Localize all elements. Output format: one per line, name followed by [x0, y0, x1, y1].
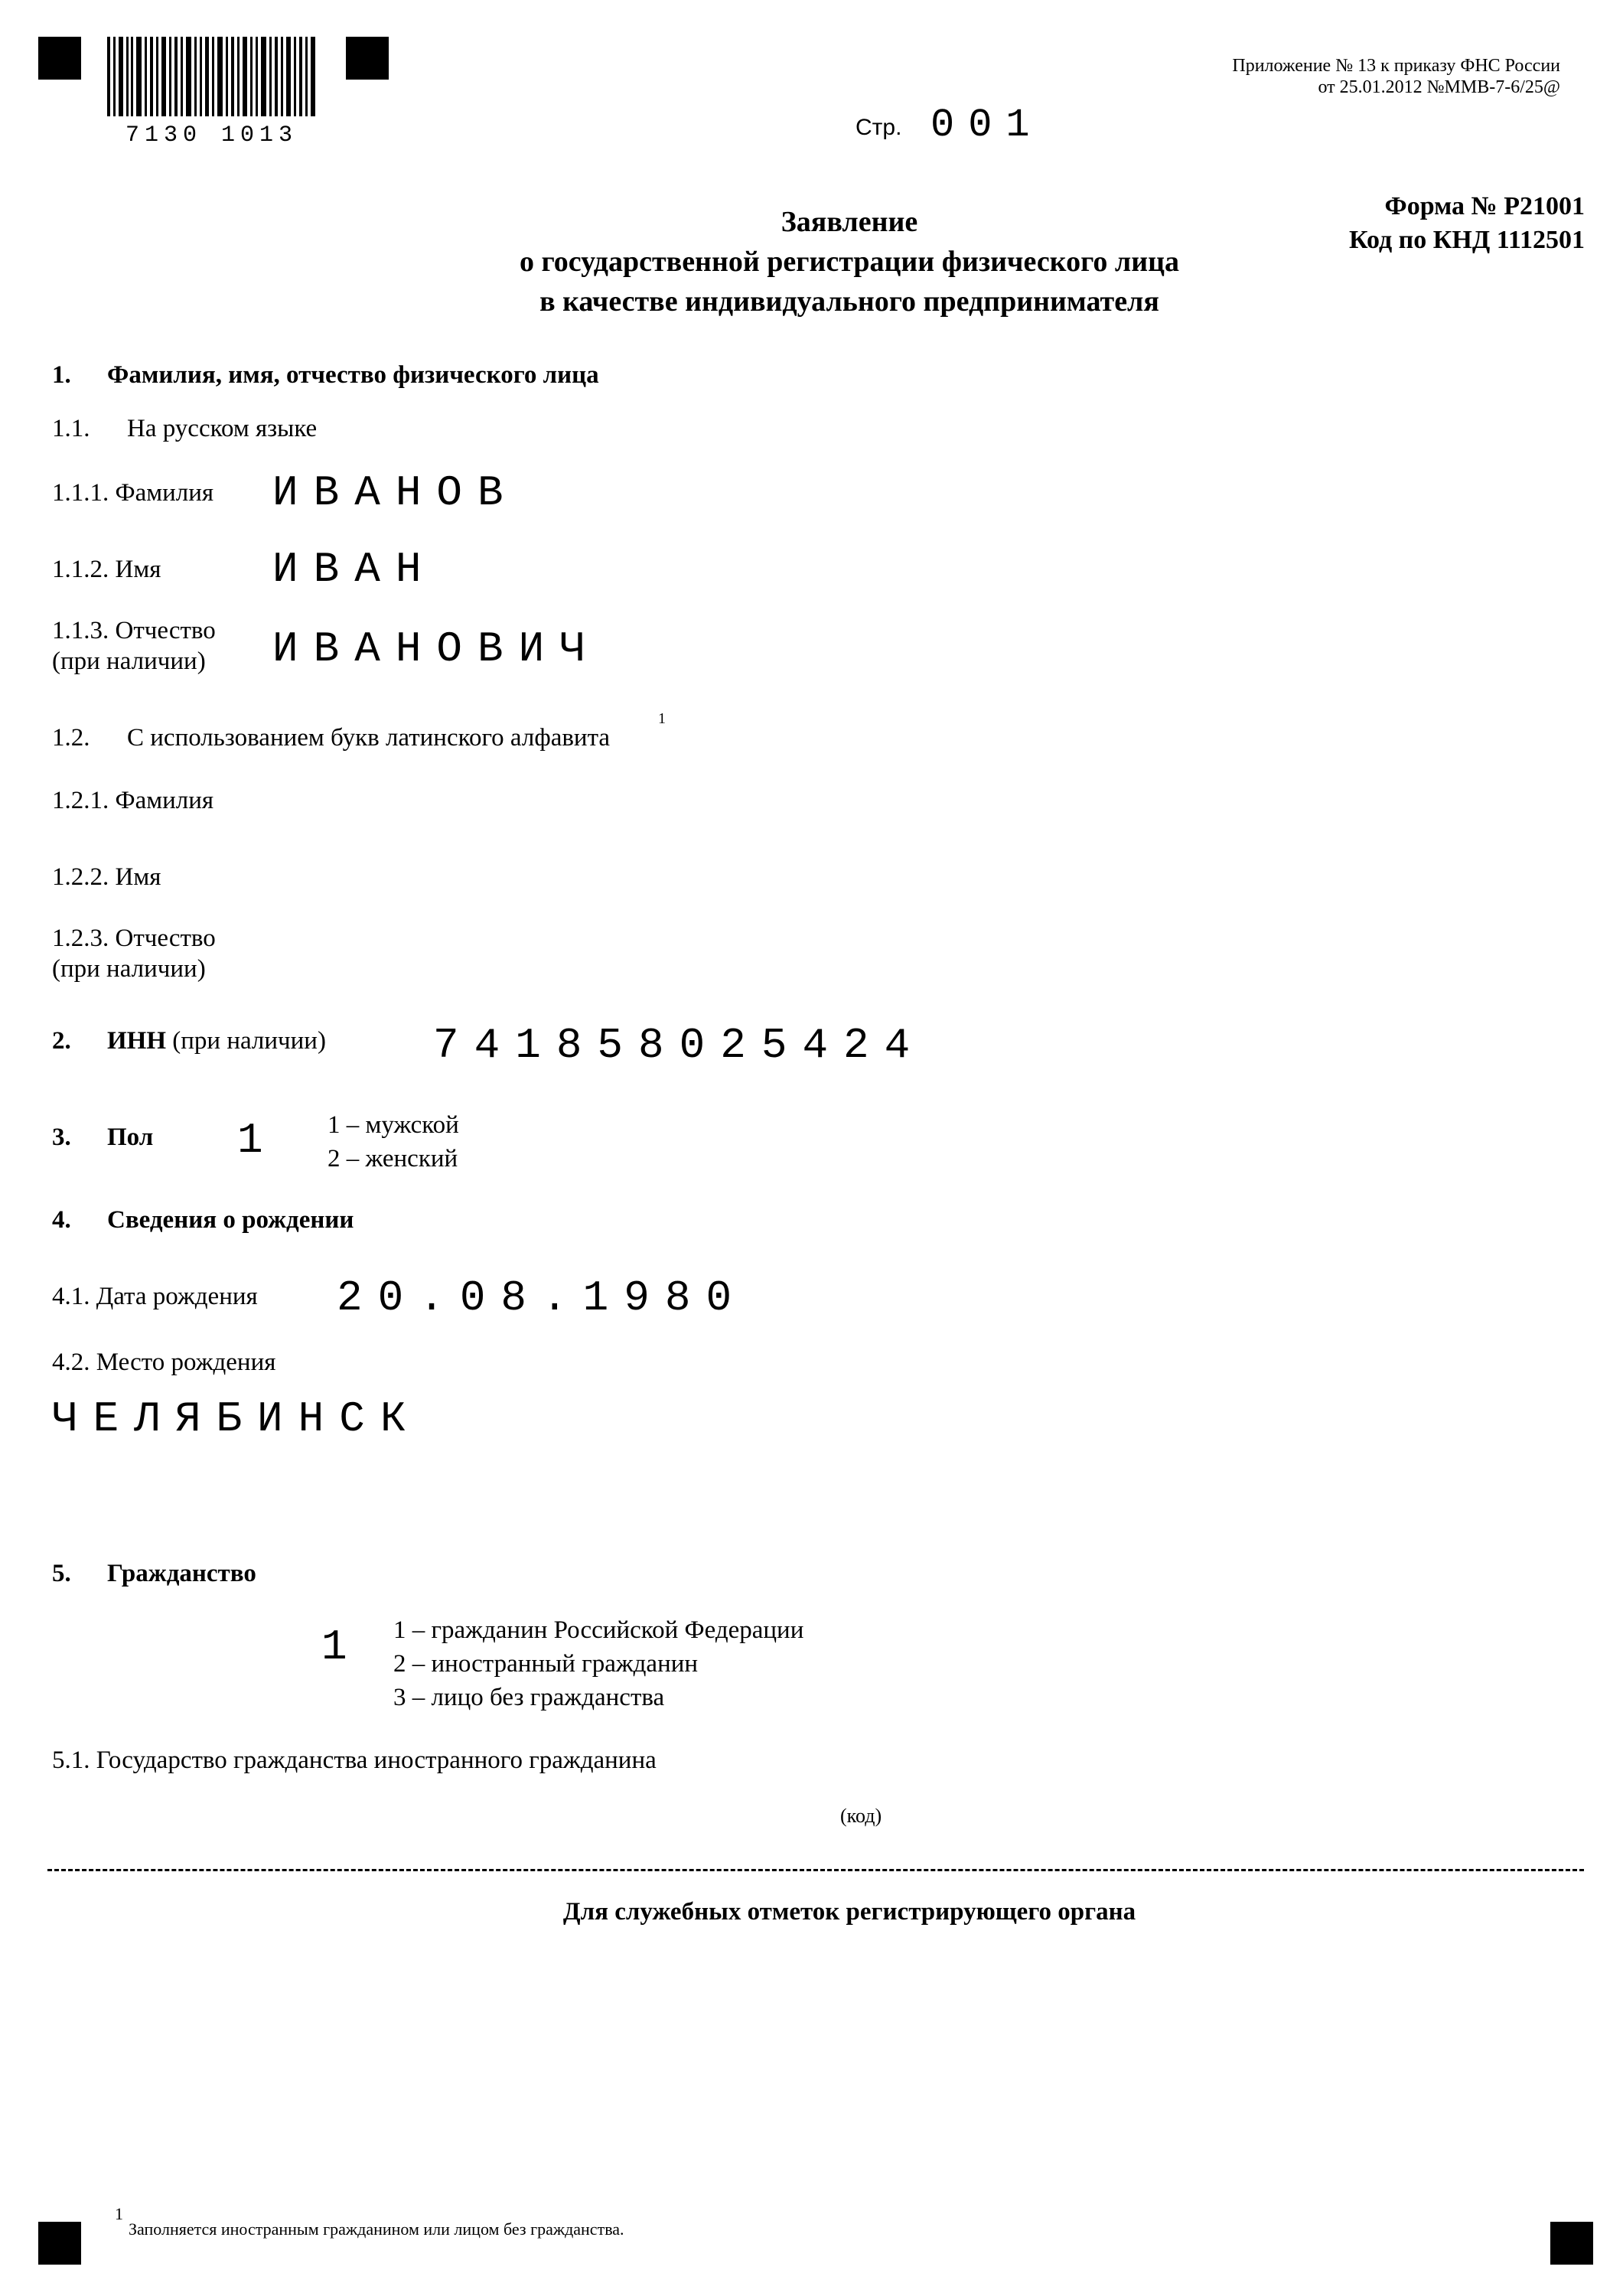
gender-option-male: 1 – мужской — [328, 1111, 459, 1139]
surname-value: ИВАНОВ — [272, 468, 519, 517]
section-1-number: 1. — [52, 361, 71, 389]
birth-date-label: 4.1. Дата рождения — [52, 1283, 258, 1310]
latin-surname-label: 1.2.1. Фамилия — [52, 787, 214, 814]
section-3-number: 3. — [52, 1124, 71, 1151]
patronymic-label: 1.1.3. Отчество — [52, 617, 216, 644]
birth-place-label: 4.2. Место рождения — [52, 1349, 276, 1376]
latin-patronymic-label: 1.2.3. Отчество — [52, 925, 216, 952]
registration-marker-top-left — [38, 37, 81, 80]
section-1-1-number: 1.1. — [52, 415, 90, 442]
section-2-number: 2. — [52, 1027, 71, 1055]
code-label: (код) — [840, 1805, 882, 1827]
section-1-2-number: 1.2. — [52, 724, 90, 752]
form-title — [429, 202, 1270, 321]
appendix-line-1: Приложение № 13 к приказу ФНС России — [1232, 56, 1560, 76]
form-code-block — [1349, 190, 1585, 257]
section-5-number: 5. — [52, 1560, 71, 1587]
surname-label: 1.1.1. Фамилия — [52, 479, 214, 507]
gender-option-female: 2 – женский — [328, 1145, 458, 1172]
foreign-state-label: 5.1. Государство гражданства иностранного гражданина — [52, 1746, 657, 1774]
gender-value: 1 — [237, 1116, 279, 1165]
section-1-2-label: С использованием букв латинского алфавита — [127, 724, 611, 752]
section-4-number: 4. — [52, 1206, 71, 1234]
title-line-2: о государственной регистрации физического лица — [520, 246, 1179, 278]
title-line-1: Заявление — [781, 206, 918, 238]
gender-options — [328, 1108, 459, 1176]
barcode-icon — [107, 37, 315, 116]
page-label: Стр. — [855, 115, 902, 140]
citizenship-options — [393, 1613, 803, 1714]
knd-code: Код по КНД 1112501 — [1348, 226, 1585, 254]
form-number: Форма № Р21001 — [1384, 192, 1585, 220]
registration-marker-bottom-right — [1550, 2222, 1593, 2265]
appendix-line-2: от 25.01.2012 №ММВ-7-6/25@ — [1318, 77, 1560, 97]
latin-name-label: 1.2.2. Имя — [52, 863, 161, 891]
inn-label — [107, 1027, 326, 1055]
title-line-3: в качестве индивидуального предпринимателя — [539, 285, 1159, 318]
inn-value: 741858025424 — [433, 1021, 926, 1070]
registration-marker-bottom-left — [38, 2222, 81, 2265]
cut-line-divider — [47, 1869, 1584, 1871]
barcode-number: 7130 1013 — [125, 122, 298, 148]
name-label: 1.1.2. Имя — [52, 556, 161, 583]
birth-date-value: 20.08.1980 — [337, 1274, 748, 1322]
citizenship-option-foreign: 2 – иностранный гражданин — [393, 1650, 699, 1678]
section-1-1-label: На русском языке — [127, 415, 318, 442]
patronymic-value: ИВАНОВИЧ — [272, 625, 601, 673]
appendix-reference — [1232, 55, 1560, 98]
name-value: ИВАН — [272, 545, 437, 594]
inn-label-bold: ИНН — [107, 1027, 167, 1055]
section-1-heading: Фамилия, имя, отчество физического лица — [107, 361, 599, 389]
birth-place-value: ЧЕЛЯБИНСК — [52, 1394, 422, 1443]
section-4-heading: Сведения о рождении — [107, 1206, 354, 1234]
citizenship-option-stateless: 3 – лицо без гражданства — [393, 1684, 665, 1711]
latin-patronymic-note: (при наличии) — [52, 955, 206, 983]
footnote-text: Заполняется иностранным гражданином или лицом без гражданства. — [129, 2219, 624, 2239]
patronymic-note: (при наличии) — [52, 647, 206, 675]
citizenship-value: 1 — [321, 1623, 363, 1671]
citizenship-heading: Гражданство — [107, 1560, 256, 1587]
footnote-marker: 1 — [658, 710, 666, 727]
citizenship-option-russian: 1 – гражданин Российской Федерации — [393, 1616, 804, 1644]
page-number: 001 — [930, 103, 1044, 148]
registration-marker-top-right — [346, 37, 389, 80]
gender-label: Пол — [107, 1124, 154, 1151]
footnote-number: 1 — [115, 2204, 123, 2223]
inn-label-note: (при наличии) — [166, 1027, 326, 1055]
official-use-heading: Для служебных отметок регистрирующего органа — [562, 1898, 1136, 1926]
